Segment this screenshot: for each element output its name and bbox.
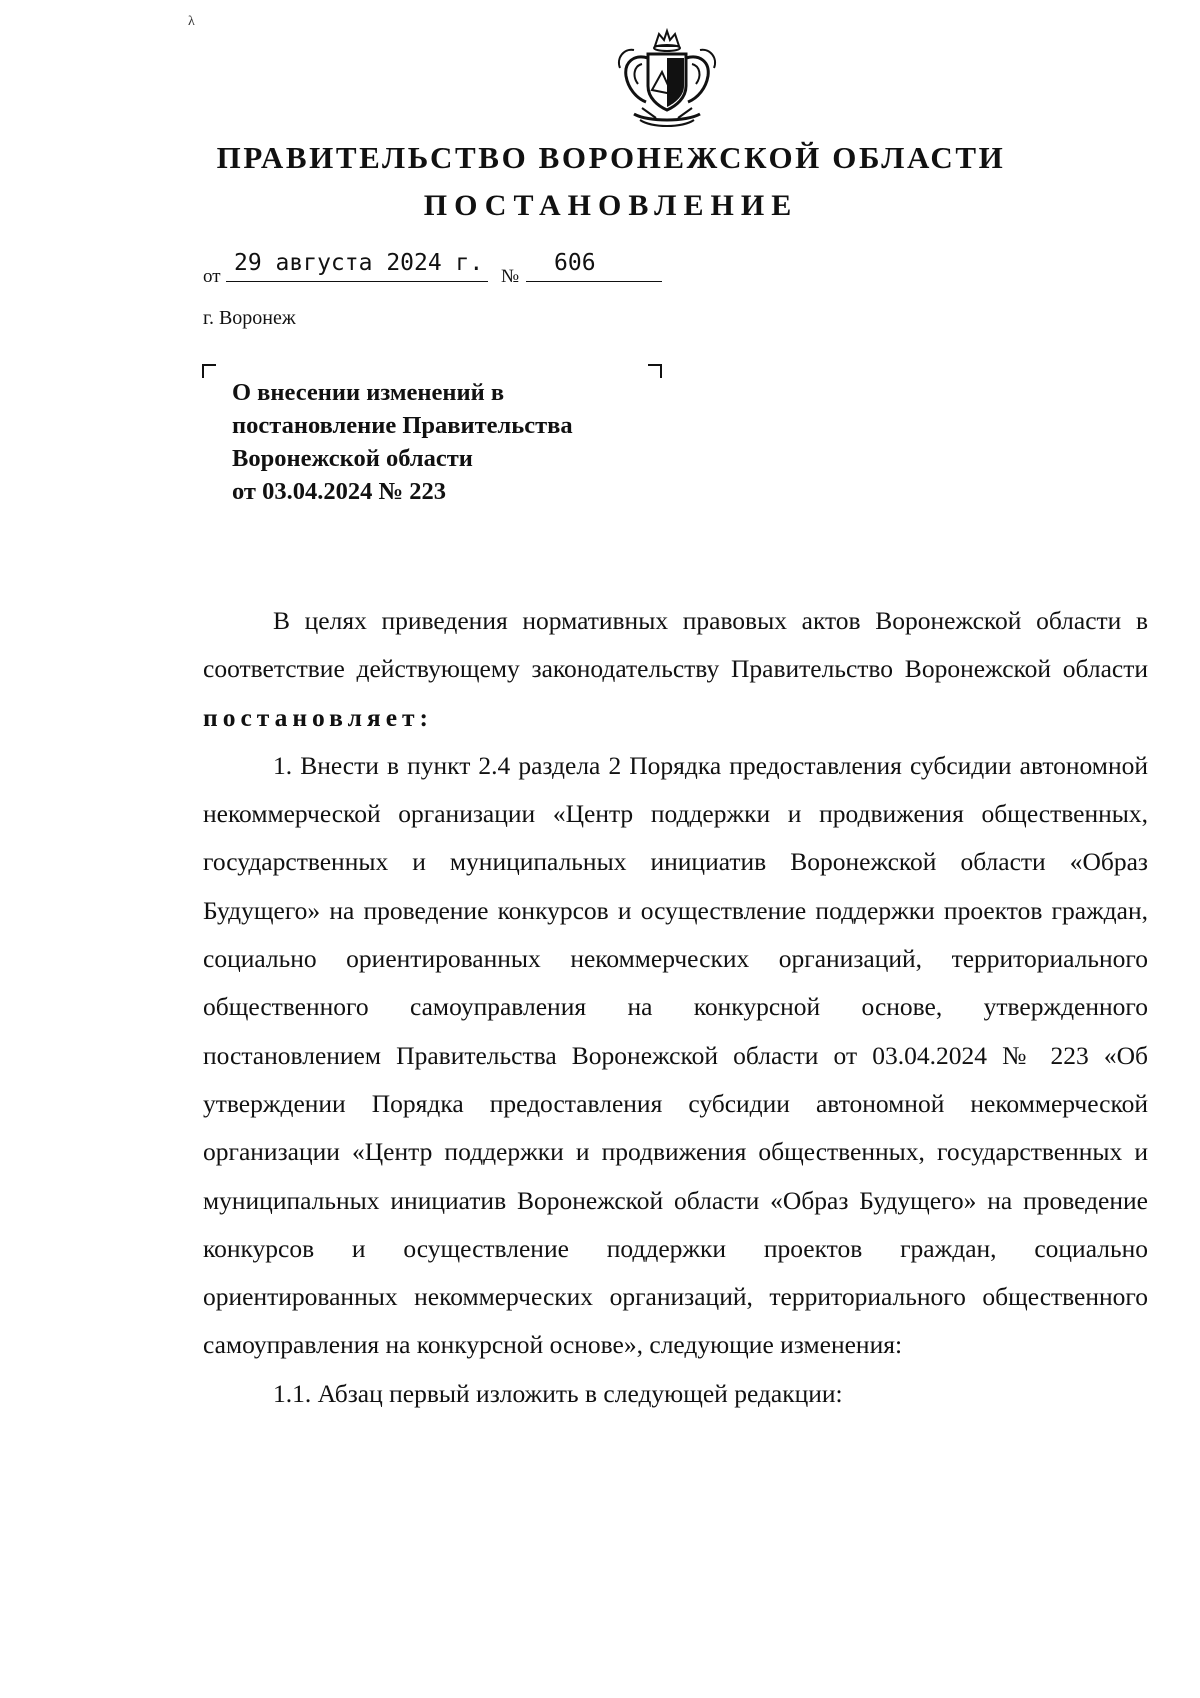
preamble-paragraph xyxy=(203,597,1148,742)
subject-line: постановление Правительства xyxy=(232,412,573,439)
date-value: 29 августа 2024 г. xyxy=(226,248,488,282)
document-subject xyxy=(232,376,672,508)
item-1-paragraph: 1. Внести в пункт 2.4 раздела 2 Порядка предоставления субсидии автономной некоммерческой организации «Центр поддержки и продвижения общественных, государственных и муниципальных инициатив Воронежской области «Образ Будущего» на проведение конкурсов и осуществление поддержки проектов граждан, социально ориентированных некоммерческих организаций, территориального общественного самоуправления на конкурсной основе, утвержденного постановлением Правительства Воронежской области от 03.04.2024 № 223 «Об утверждении Порядка предоставления субсидии автономной некоммерческой организации «Центр поддержки и продвижения общественных, государственных и муниципальных инициатив Воронежской области «Образ Будущего» на проведение конкурсов и осуществление поддержки проектов граждан, социально ориентированных некоммерческих организаций, территориального общественного самоуправления на конкурсной основе», следующие изменения: xyxy=(203,750,1148,1360)
coat-of-arms-emblem xyxy=(612,28,722,134)
date-number-row xyxy=(203,248,663,288)
subject-line: Воронежской области xyxy=(232,445,473,472)
decree-word: постановляет: xyxy=(203,702,434,732)
document-body xyxy=(203,597,1148,1418)
date-label: от xyxy=(203,266,221,287)
subject-line: от 03.04.2024 № 223 xyxy=(232,478,446,505)
item-1-1-paragraph: 1.1. Абзац первый изложить в следующей редакции: xyxy=(273,1378,843,1408)
subject-line: О внесении изменений в xyxy=(232,379,505,406)
subject-corner-left xyxy=(202,364,216,378)
preamble-text: В целях приведения нормативных правовых актов Воронежской области в соответствие действующему законодательству Правительство Воронежской области xyxy=(203,606,1148,684)
number-value: 606 xyxy=(526,248,662,282)
number-label: № xyxy=(501,266,520,287)
government-title: ПРАВИТЕЛЬСТВО ВОРОНЕЖСКОЙ ОБЛАСТИ xyxy=(216,140,1006,175)
city: г. Воронеж xyxy=(203,307,296,329)
document-type: ПОСТАНОВЛЕНИЕ xyxy=(423,189,799,222)
scan-mark: λ xyxy=(188,14,195,29)
